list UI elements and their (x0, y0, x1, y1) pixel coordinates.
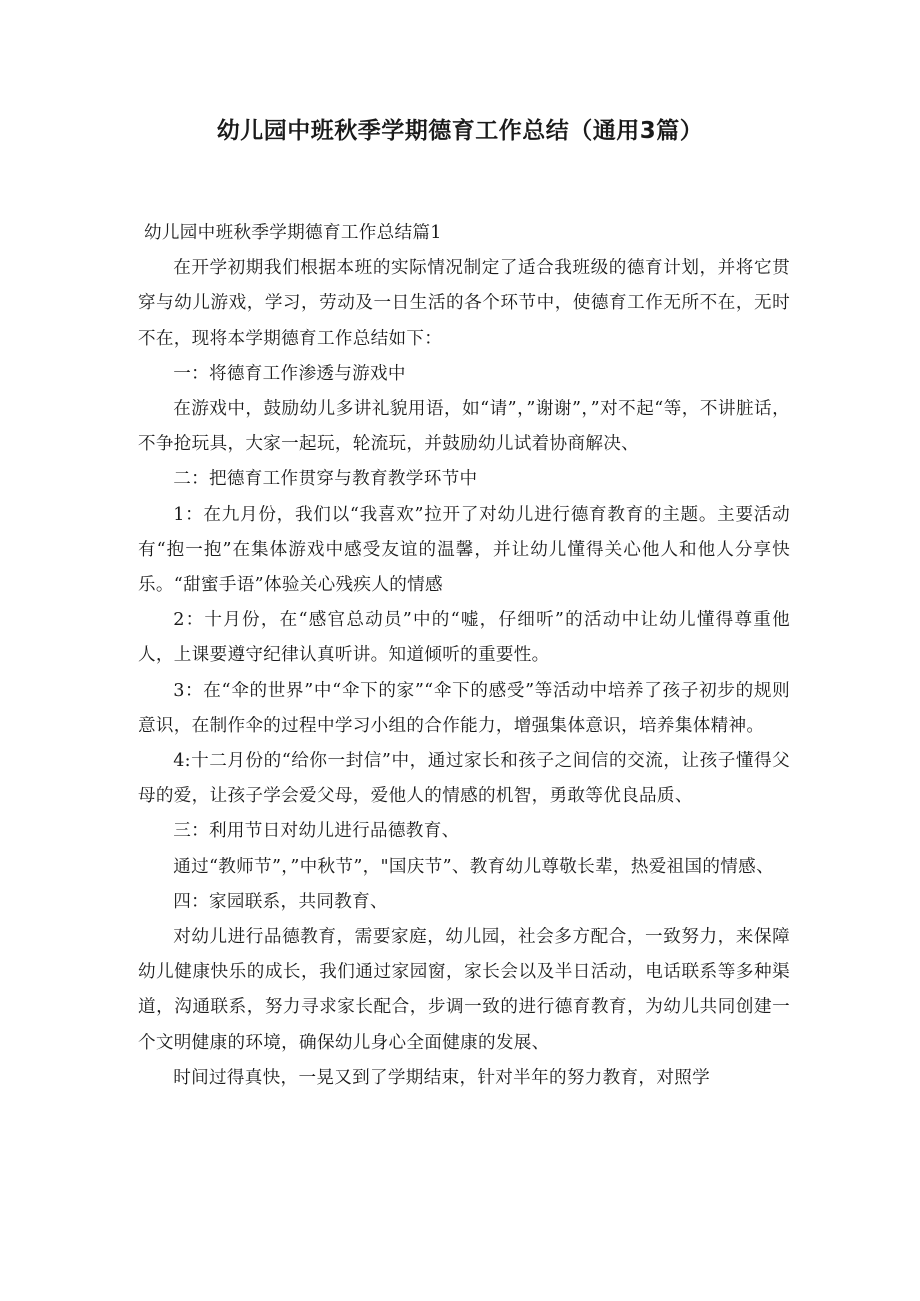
section-heading: 幼儿园中班秋季学期德育工作总结篇1 (144, 223, 442, 243)
paragraph-heading-2: 二：把德育工作贯穿与教育教学环节中 (173, 469, 478, 490)
paragraph-heading-1: 一：将德育工作渗透与游戏中 (173, 363, 406, 384)
paragraph-festivals: 通过“教师节”，”中秋节”，"国庆节”、教育幼儿尊敬长辈，热爱祖国的情感、 (173, 856, 774, 877)
paragraph-game: 在游戏中，鼓励幼儿多讲礼貌用语，如“请”，”谢谢”，”对不起“等，不讲脏话，不争抢玩具，大家一起玩，轮流玩，并鼓励幼儿试着协商解决、 (138, 399, 790, 455)
document-title: 幼儿园中班秋季学期德育工作总结（通用3篇） (216, 118, 704, 144)
paragraph-heading-4: 四：家园联系，共同教育、 (173, 891, 388, 912)
paragraph-umbrella: 3：在“伞的世界”中“伞下的家”“伞下的感受”等活动中培养了孩子初步的规则意识，在制作伞的过程中学习小组的合作能力，增强集体意识，培养集体精神。 (138, 680, 790, 736)
document-body (138, 216, 790, 1096)
paragraph-intro: 在开学初期我们根据本班的实际情况制定了适合我班级的德育计划，并将它贯穿与幼儿游戏，学习，劳动及一日生活的各个环节中，使德育工作无所不在，无时不在，现将本学期德育工作总结如下： (138, 258, 790, 349)
paragraph-september: 1：在九月份，我们以“我喜欢”拉开了对幼儿进行德育教育的主题。主要活动有“抱一抱”在集体游戏中感受友谊的温馨，并让幼儿懂得关心他人和他人分享快乐。“甜蜜手语”体验关心残疾人的情感 (138, 504, 790, 596)
paragraph-closing: 时间过得真快，一晃又到了学期结束，针对半年的努力教育，对照学 (173, 1067, 711, 1088)
paragraph-home-school: 对幼儿进行品德教育，需要家庭，幼儿园，社会多方配合，一致努力，来保障幼儿健康快乐的成长，我们通过家园窗，家长会以及半日活动，电话联系等多种渠道，沟通联系，努力寻求家长配合，步调一致的进行德育教育，为幼儿共同创建一个文明健康的环境，确保幼儿身心全面健康的发展、 (138, 927, 790, 1053)
paragraph-december: 4:十二月份的“给你一封信”中，通过家长和孩子之间信的交流，让孩子懂得父母的爱，让孩子学会爱父母，爱他人的情感的机智，勇敢等优良品质、 (138, 751, 790, 807)
paragraph-october: 2：十月份，在“感官总动员”中的“嘘，仔细听”的活动中让幼儿懂得尊重他人，上课要遵守纪律认真听讲。知道倾听的重要性。 (138, 610, 790, 666)
paragraph-heading-3: 三：利用节日对幼儿进行品德教育、 (173, 821, 460, 842)
